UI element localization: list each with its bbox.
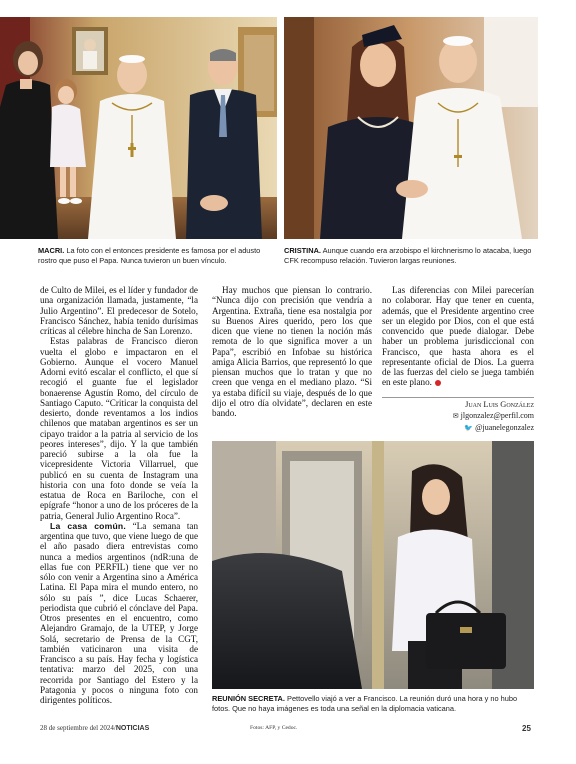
caption-reunion-secreta xyxy=(212,694,534,713)
footer-section: NOTICIAS xyxy=(115,725,150,732)
byline-author: Juan Luis González xyxy=(465,400,534,409)
article-column-3 xyxy=(382,285,534,388)
col1-paragraph-1: de Culto de Milei, es el líder y fundador de una organización llamada, justamente, “la Julio Argentino”. El predecesor de Sotelo, Francisco Sánchez, había tenido durísimas críticas al célebre hincha de San Lorenzo. xyxy=(40,285,198,336)
caption-macri xyxy=(38,246,274,265)
photo-cristina xyxy=(284,17,538,239)
col1-paragraph-2: Estas palabras de Francisco dieron vuelta el globo e impactaron en el Gobierno. Aunque el vocero Manuel Adorni evitó escalar el conflicto, el que sí recogió el guante fue el legislador bonaerense Agustín Romo, del círculo de Santiago Caputo. “Criticar la conquista del desierto, donde reventamos a los indios chilenos que mataban argentinos es ser un cipayo traidor a la patria al servicio de los peores intereses”, dijo. Y la que también pareció subirse a la ola fue la vicepresidente Victoria Villarruel, que publicó en su cuenta de Instagram una historia con una foto donde se veía la estatua de Roca en Bariloche, con el epígrafe “honor a uno de los próceres de la patria, General Julio Argentino Roca”. xyxy=(40,336,198,521)
photo-macri xyxy=(0,17,277,239)
caption-cristina xyxy=(284,246,534,265)
article-column-1 xyxy=(40,285,198,705)
byline-twitter-row xyxy=(382,422,534,434)
col2-paragraph-1: Hay muchos que piensan lo contrario. “Nunca dijo con precisión que vendría a Argentina. Extraña, tiene esa nostalgia por su Buenos Aires querido, pero los que dicen que viene no tienen la noción más remota de lo que significa mover a un Papa”, escribió en Infobae su histórica amiga Alicia Barrios, que representó lo que piensan muchos que lo tratan y que no creen que venga en el mediano plazo. “Si ya estaba difícil su viaje, después de lo que dijo el otro día olvidate”, declaren en este bando. xyxy=(212,285,372,418)
photo-reunion-image xyxy=(212,441,534,689)
byline-rule xyxy=(382,397,534,398)
byline-twitter[interactable]: @juanelegonzalez xyxy=(475,423,534,432)
photo-reunion-secreta xyxy=(212,441,534,689)
footer-date: 28 de septiembre del 2024 xyxy=(40,724,114,732)
col3-paragraph-1-text: Las diferencias con Milei parecerían no colaborar. Hay que tener en cuenta, además, que el Presidente argentino cree ser un elegido por Dios, con el que está convencido que puede dialogar. Debe haber un problema jurisdiccional con Francisco, que hasta ahora es el representante oficial de Dios. La guerra de las fuerzas del cielo se juega también en este plano. xyxy=(382,285,534,388)
col3-paragraph-1 xyxy=(382,285,534,388)
footer-left xyxy=(40,724,149,732)
caption-reunion-lead: REUNIÓN SECRETA. xyxy=(212,694,285,703)
photo-cristina-image xyxy=(284,17,538,239)
photo-macri-image xyxy=(0,17,277,239)
article-column-2 xyxy=(212,285,372,418)
col1-subhead: La casa común. xyxy=(50,520,126,531)
end-mark-icon xyxy=(435,380,441,386)
caption-reunion-text: Pettovello viajó a ver a Francisco. La reunión duró una hora y no hubo fotos. Que no haya imágenes es toda una señal en la diplomacia vaticana. xyxy=(212,694,518,713)
twitter-icon: 🐦 xyxy=(464,424,474,432)
footer-credits: Fotos: AFP, y Cedoc. xyxy=(250,725,298,731)
email-icon: ✉ xyxy=(452,412,459,420)
footer-separator: / xyxy=(113,724,116,732)
caption-macri-lead: MACRI. xyxy=(38,246,65,255)
col1-paragraph-3-text: “La semana tan argentina que tuvo, que viene luego de que el año pasado diera entrevistas como nunca a medios argentinos (ndR:una de ellas fue con PERFIL) tiene que ver no sólo con venir a Argentina sino a América Latina. El Papa mira el mundo entero, no sólo su país ”, dice Lucas Schaerer, periodista que cubrió el cónclave del Papa. Otros presentes en el encuentro, como Alejandro Gramajo, de la UTEP, y Jorge Solá, secretario de Prensa de la CGT, también vaticinaron una visita de Francisco a su país. Hay fecha y logística tentativa: marzo del 2025, con una recorrida por Santiago del Estero y la Patagonia y pocos o ninguna foto con dirigentes políticos. xyxy=(40,520,199,705)
page-number: 25 xyxy=(522,724,531,733)
caption-cristina-lead: CRISTINA. xyxy=(284,246,321,255)
caption-macri-text: La foto con el entonces presidente es famosa por el adusto rostro que puso el Papa. Nunca tuvieron un buen vínculo. xyxy=(38,246,261,265)
byline xyxy=(382,399,534,434)
col1-paragraph-3 xyxy=(40,521,198,706)
byline-email[interactable]: jlgonzalez@perfil.com xyxy=(460,411,534,420)
byline-email-row xyxy=(382,410,534,422)
caption-cristina-text: Aunque cuando era arzobispo el kirchnerismo lo atacaba, luego CFK recompuso relación. Tuvieron largas reuniones. xyxy=(284,246,532,265)
